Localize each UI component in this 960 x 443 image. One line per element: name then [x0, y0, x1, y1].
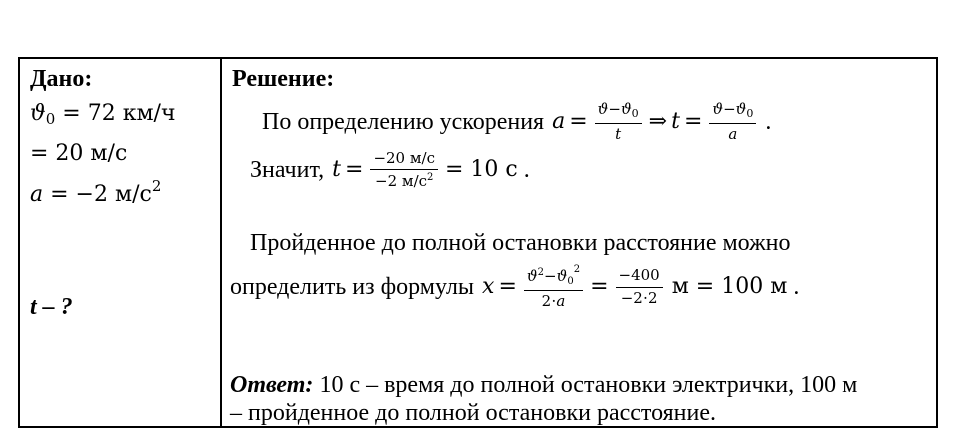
line1-eq: = [569, 109, 588, 134]
implies-symbol: ⇒ [648, 109, 668, 134]
distance-formula-line [230, 261, 799, 313]
find-label: t – ? [30, 294, 73, 320]
fraction-den [370, 170, 438, 190]
answer-line2: – пройденное до полной остановки расстояние. [230, 400, 716, 426]
fraction-num-sub: 0 [746, 107, 754, 121]
fraction-distance-formula [524, 264, 583, 310]
line1-text: По определению ускорения [262, 109, 545, 135]
line2-result: = 10 с [444, 157, 518, 182]
para2-eq2: = [590, 274, 609, 299]
fraction-num-text: ϑ−ϑ [712, 100, 747, 119]
a-value: = −2 м/с [50, 182, 152, 207]
num-v0: −ϑ [544, 267, 568, 286]
para2-x: x [482, 274, 495, 299]
num-v: ϑ [526, 267, 538, 286]
fraction-num [709, 101, 756, 124]
fraction-num: −20 м/с [370, 150, 438, 170]
para2-end: . [793, 274, 800, 300]
v0-value: = 72 км/ч [62, 101, 176, 126]
given-v0-converted: = 20 м/с [30, 141, 128, 166]
line1-end: . [765, 109, 772, 135]
given-header: Дано: [30, 66, 93, 92]
num-v-exp: 2 [537, 267, 545, 279]
solution-table [18, 57, 938, 428]
fraction-num [595, 101, 642, 124]
fraction-num: −400 [616, 267, 663, 287]
distance-paragraph-line1: Пройденное до полной остановки расстояние можно [250, 230, 791, 256]
fraction-num [524, 264, 583, 291]
para2-result: м = 100 м [671, 274, 788, 299]
given-column [20, 59, 220, 426]
fraction-time-value [370, 150, 438, 191]
num-v0-sub: 0 [567, 276, 574, 288]
given-v0 [30, 103, 176, 127]
fraction-den: t [615, 124, 622, 143]
line2-end: . [523, 157, 530, 183]
line1-eq2: = [683, 109, 703, 134]
den-two: 2⋅ [541, 291, 557, 310]
num-v0-exp: 2 [573, 264, 581, 276]
time-computation-line [250, 147, 530, 193]
fraction-acceleration [595, 101, 642, 143]
line2-text: Значит, [250, 157, 325, 183]
solution-header: Решение: [232, 66, 335, 92]
solution-column [222, 59, 936, 426]
given-acceleration [30, 179, 161, 206]
v0-subscript: 0 [45, 110, 56, 128]
answer-label: Ответ: [230, 372, 314, 398]
line2-t: t [332, 157, 341, 182]
a-exponent: 2 [151, 177, 162, 195]
den-a: a [556, 291, 566, 310]
answer-line1 [230, 373, 857, 397]
line2-eq: = [345, 157, 364, 182]
fraction-num-sub: 0 [631, 107, 639, 121]
para2-text: определить из формулы [230, 274, 475, 300]
fraction-time [709, 101, 756, 143]
line1-a: a [552, 109, 566, 134]
fraction-den: a [728, 124, 738, 143]
fraction-den [524, 291, 583, 310]
fraction-num-text: ϑ−ϑ [597, 100, 632, 119]
fraction-distance-value [616, 267, 663, 307]
fraction-den: −2⋅2 [620, 288, 658, 307]
para2-eq: = [498, 274, 517, 299]
a-symbol: a [30, 182, 44, 207]
fraction-den-exp: 2 [427, 172, 434, 183]
line1-t: t [671, 109, 680, 134]
answer-text-line1: 10 с – время до полной остановки электрички, 100 м [319, 372, 858, 398]
v0-symbol: ϑ [30, 101, 46, 126]
acceleration-definition-line [262, 99, 771, 145]
fraction-den-text: −2 м/с [375, 172, 428, 190]
